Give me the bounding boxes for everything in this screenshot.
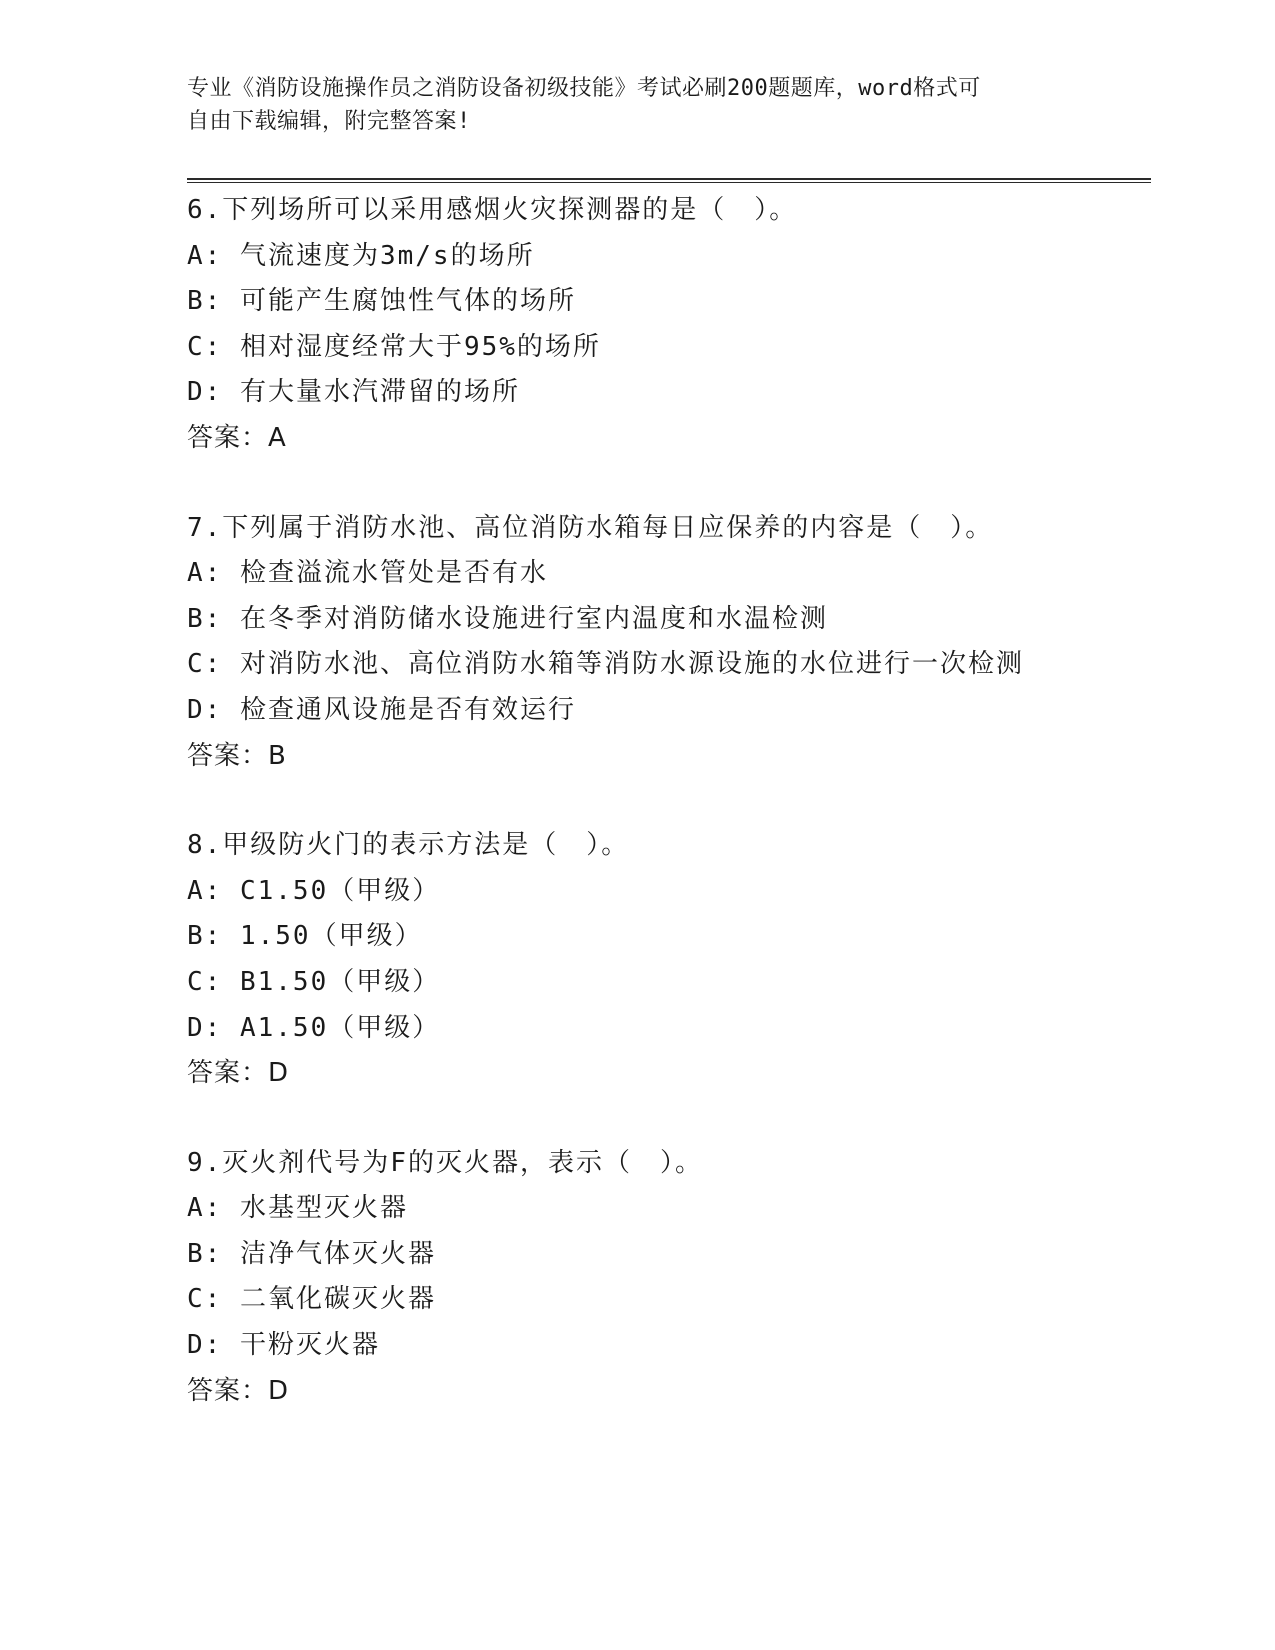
question-stem: 8.甲级防火门的表示方法是（ ）。 [187,830,630,861]
option-c: C: 二氧化碳灭火器 [187,1284,436,1315]
answer-text: 答案：D [187,1058,290,1089]
option-a: A: 检查溢流水管处是否有水 [187,558,548,589]
option-a: A: 水基型灭火器 [187,1193,408,1224]
option-c: C: 对消防水池、高位消防水箱等消防水源设施的水位进行一次检测 [187,649,1024,680]
question-stem: 9.灭火剂代号为F的灭火器，表示（ ）。 [187,1147,703,1178]
option-d: D: 检查通风设施是否有效运行 [187,694,576,725]
option-a: A: 气流速度为3m/s的场所 [187,240,535,271]
option-b: B: 洁净气体灭火器 [187,1238,436,1269]
question-stem: 7.下列属于消防水池、高位消防水箱每日应保养的内容是（ ）。 [187,512,994,543]
question-6 [187,188,1147,462]
option-b: B: 在冬季对消防储水设施进行室内温度和水温检测 [187,603,828,634]
option-a: A: C1.50（甲级） [187,875,441,906]
question-stem: 6.下列场所可以采用感烟火灾探测器的是（ ）。 [187,195,798,225]
header-line-2: 自由下载编辑，附完整答案! [187,109,471,134]
option-b: B: 1.50（甲级） [187,921,423,952]
question-8 [187,823,1147,1097]
option-d: D: 干粉灭火器 [187,1330,380,1361]
answer-text: 答案：A [187,422,287,453]
answer-text: 答案：D [187,1375,290,1406]
question-9 [187,1141,1147,1415]
answer-text: 答案：B [187,740,287,771]
option-d: D: 有大量水汽滞留的场所 [187,377,520,408]
option-b: B: 可能产生腐蚀性气体的场所 [187,286,576,317]
document-header [187,72,1087,138]
option-c: C: B1.50（甲级） [187,966,441,997]
header-line-1: 专业《消防设施操作员之消防设备初级技能》考试必刷200题题库，word格式可 [187,76,981,101]
option-c: C: 相对湿度经常大于95%的场所 [187,331,601,362]
header-divider [187,178,1151,183]
option-d: D: A1.50（甲级） [187,1012,441,1043]
question-list [187,188,1147,1414]
question-7 [187,506,1147,780]
